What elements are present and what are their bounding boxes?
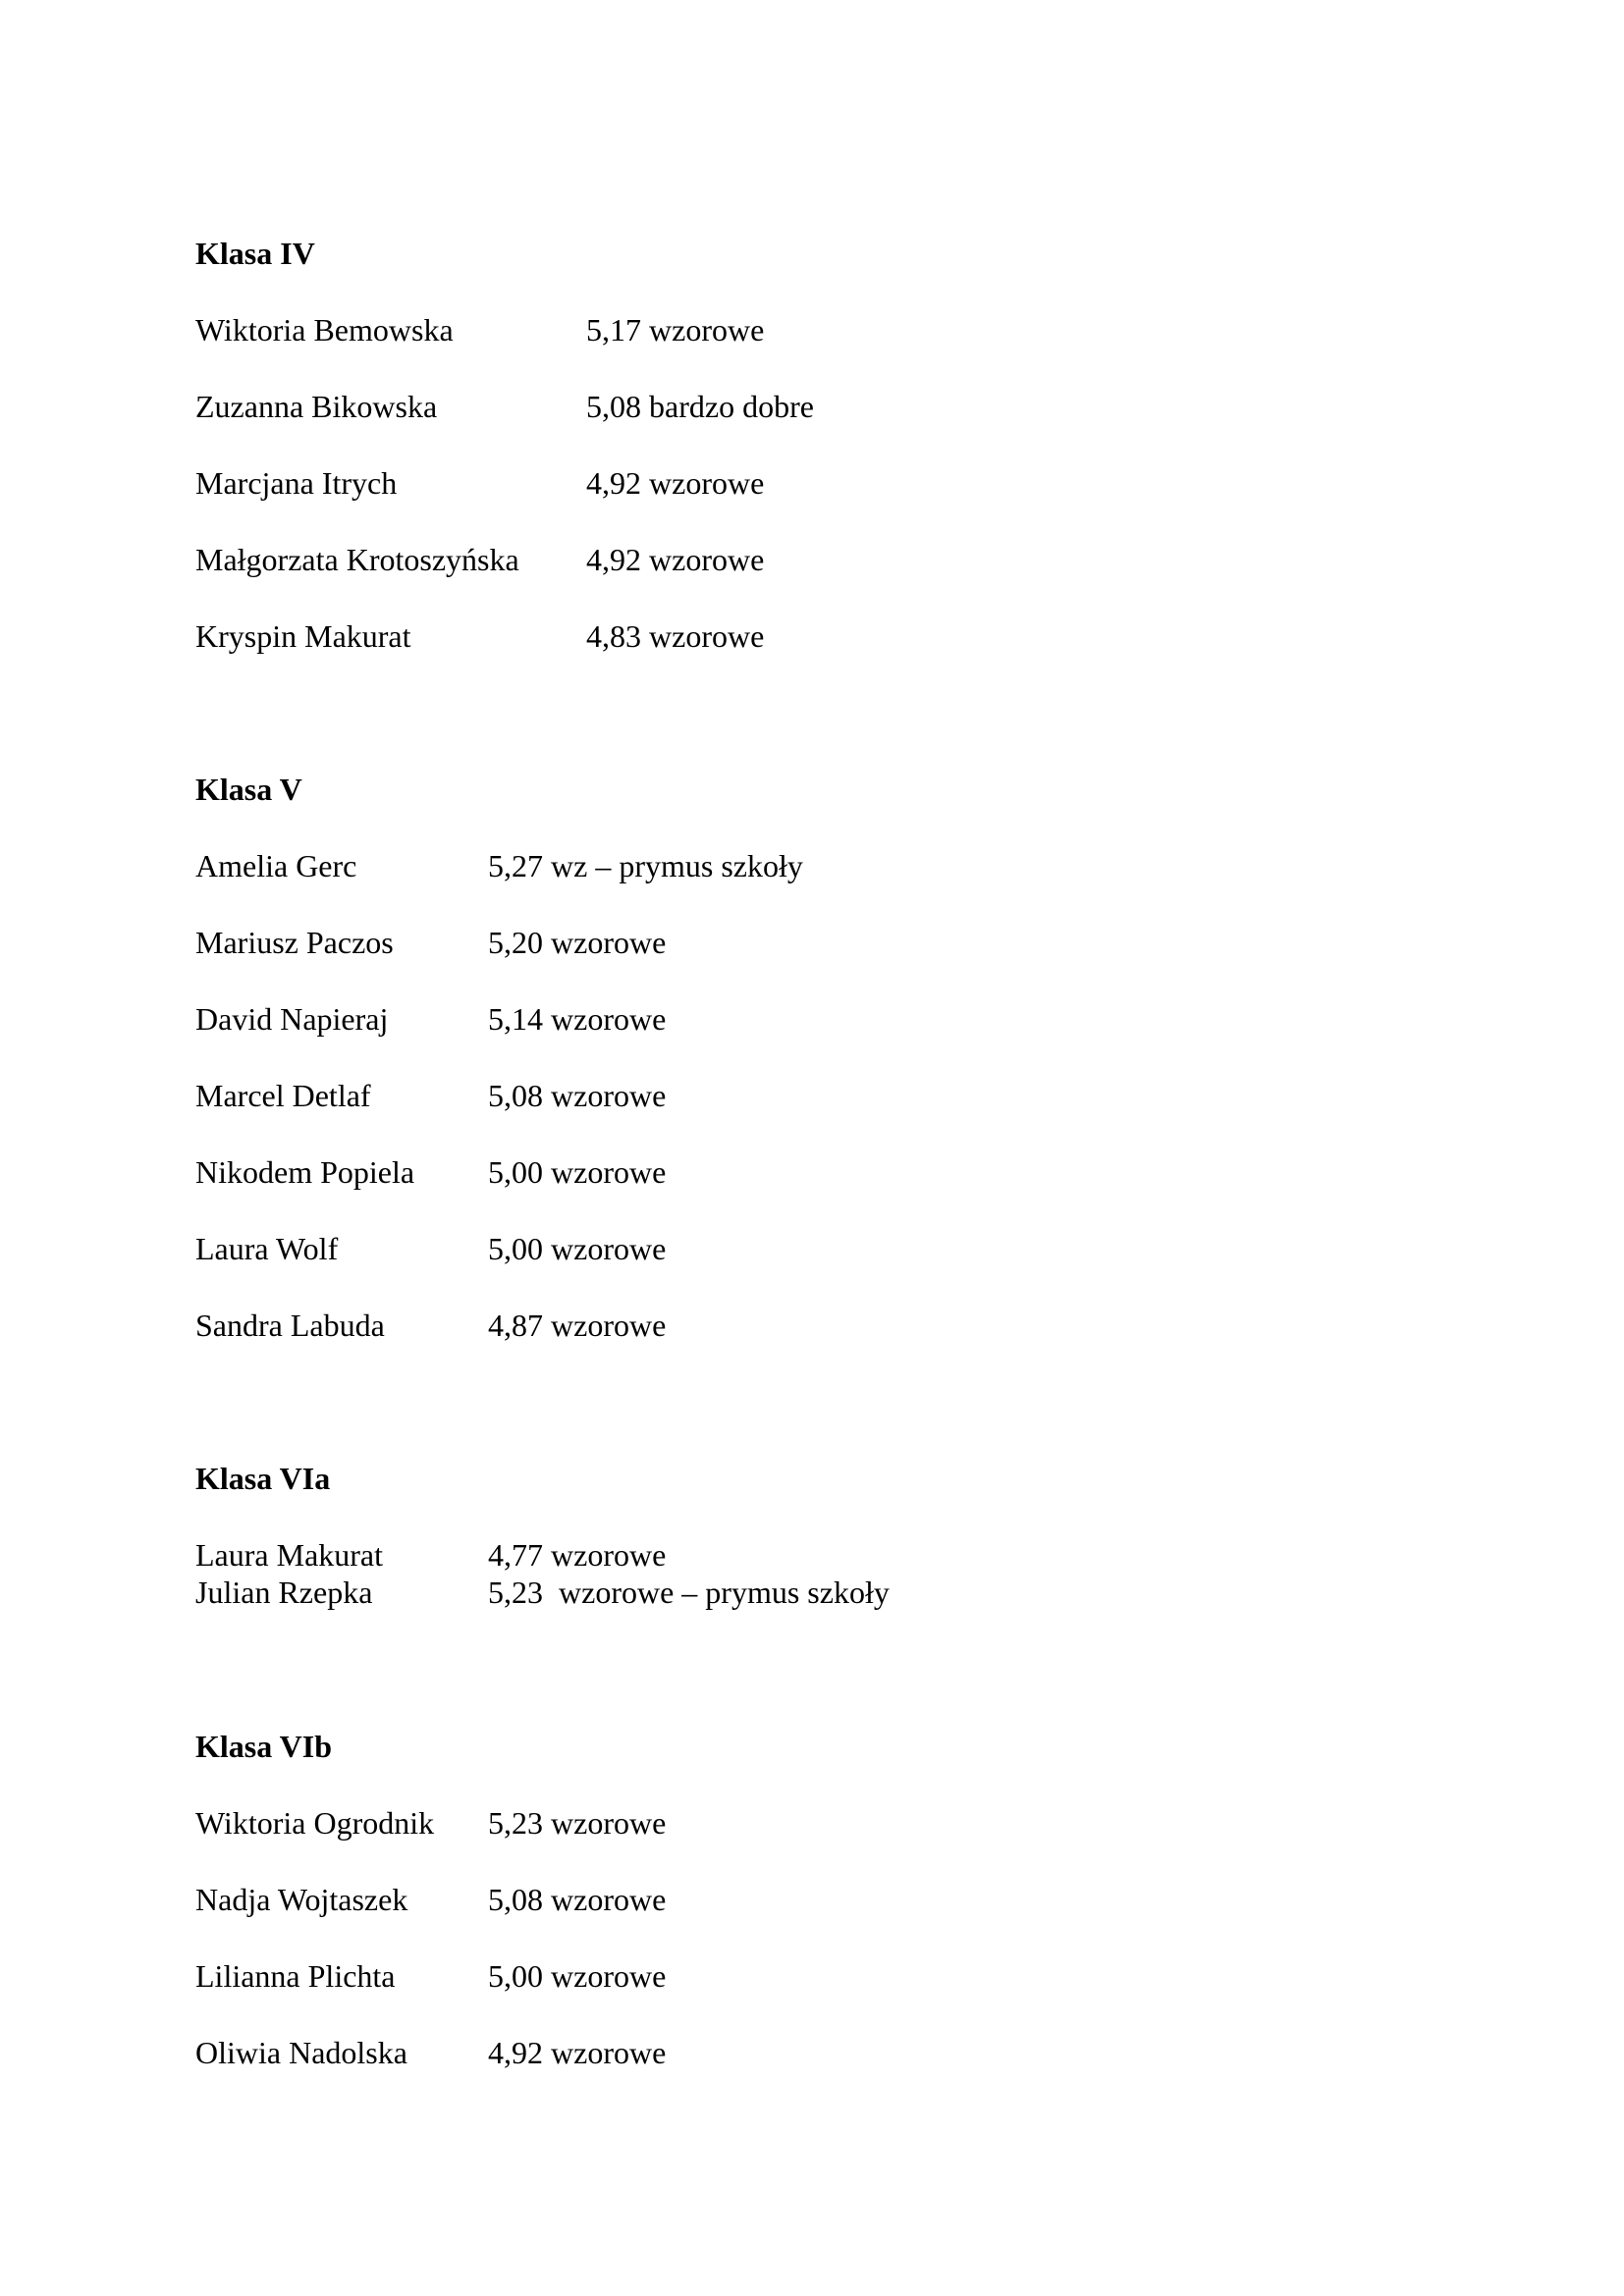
student-name: Laura Wolf — [195, 1231, 339, 1266]
student-result: 4,92 wzorowe — [586, 465, 765, 501]
student-result: 4,92 wzorowe — [586, 542, 765, 577]
student-result: 5,17 wzorowe — [586, 312, 765, 347]
student-name: Kryspin Makurat — [195, 618, 411, 654]
student-result: 5,00 wzorowe — [488, 1154, 667, 1190]
student-result: 5,20 wzorowe — [488, 925, 667, 960]
student-name: Julian Rzepka — [195, 1575, 373, 1610]
student-name: Sandra Labuda — [195, 1308, 385, 1343]
student-result: 5,08 wzorowe — [488, 1882, 667, 1917]
student-name: Marcjana Itrych — [195, 465, 398, 501]
student-result: 5,27 wz – prymus szkoły — [488, 848, 803, 883]
student-name: Mariusz Paczos — [195, 925, 394, 960]
student-name: David Napieraj — [195, 1001, 389, 1037]
section-title-klasa-iv: Klasa IV — [195, 236, 315, 271]
student-result: 4,87 wzorowe — [488, 1308, 667, 1343]
student-result: 5,14 wzorowe — [488, 1001, 667, 1037]
student-name: Małgorzata Krotoszyńska — [195, 542, 519, 577]
student-result: 5,23 wzorowe – prymus szkoły — [488, 1575, 890, 1610]
section-title-klasa-vib: Klasa VIb — [195, 1729, 333, 1764]
student-name: Wiktoria Ogrodnik — [195, 1805, 435, 1841]
student-name: Nadja Wojtaszek — [195, 1882, 408, 1917]
section-title-klasa-v: Klasa V — [195, 772, 302, 807]
student-result: 5,08 bardzo dobre — [586, 389, 814, 424]
student-result: 5,08 wzorowe — [488, 1078, 667, 1113]
student-result: 5,23 wzorowe — [488, 1805, 667, 1841]
student-name: Marcel Detlaf — [195, 1078, 371, 1113]
student-name: Zuzanna Bikowska — [195, 389, 438, 424]
student-name: Amelia Gerc — [195, 848, 357, 883]
student-result: 4,92 wzorowe — [488, 2035, 667, 2070]
student-result: 5,00 wzorowe — [488, 1958, 667, 1994]
student-name: Nikodem Popiela — [195, 1154, 415, 1190]
student-result: 4,83 wzorowe — [586, 618, 765, 654]
student-name: Wiktoria Bemowska — [195, 312, 454, 347]
section-title-klasa-via: Klasa VIa — [195, 1461, 331, 1496]
student-name: Lilianna Plichta — [195, 1958, 396, 1994]
student-result: 4,77 wzorowe — [488, 1537, 667, 1573]
student-name: Laura Makurat — [195, 1537, 384, 1573]
student-name: Oliwia Nadolska — [195, 2035, 407, 2070]
student-result: 5,00 wzorowe — [488, 1231, 667, 1266]
